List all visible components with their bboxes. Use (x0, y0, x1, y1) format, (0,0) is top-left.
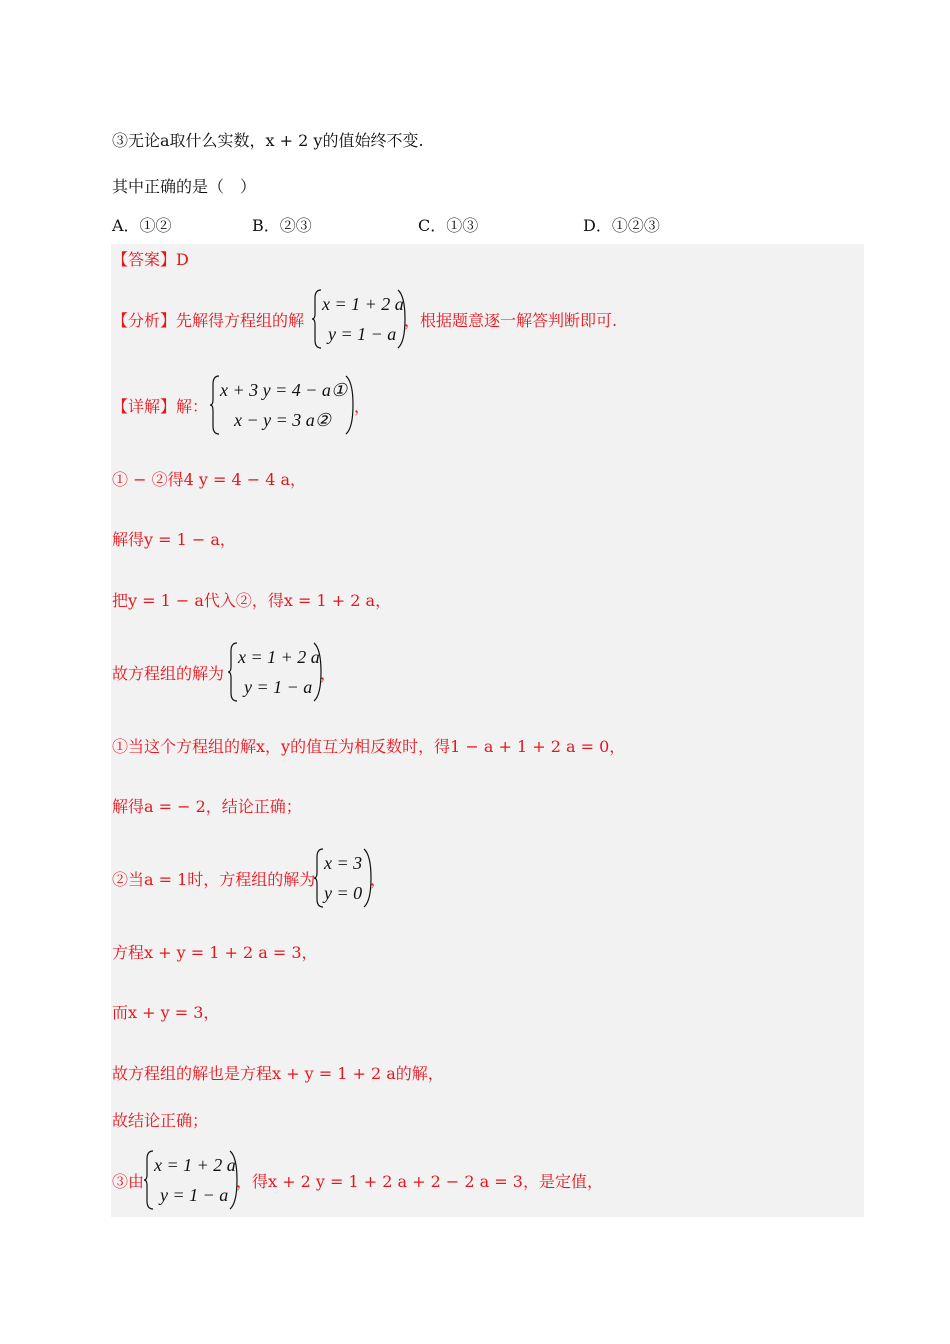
step-4-eq-1: x = 1 + 2 a (238, 647, 320, 667)
step-4-system (228, 641, 324, 703)
detail-eq-1: x + 3 y = 4 − a① (220, 380, 348, 400)
analysis-eq-1: x = 1 + 2 a (322, 294, 404, 314)
step-6: 解得a = − 2，结论正确； (112, 797, 302, 816)
analysis-system (312, 288, 408, 350)
analysis-prefix: 【分析】先解得方程组的解 (112, 311, 305, 330)
analysis-suffix: ，根据题意逐一解答判断即可. (404, 311, 618, 330)
statement-3: ③无论a取什么实数，x + 2 y的值始终不变. (112, 131, 424, 150)
step-3: 把y = 1 − a代入②，得x = 1 + 2 a， (112, 591, 392, 610)
step-7-eq-2: y = 0 (324, 883, 363, 903)
step-12-suffix: ，得x + 2 y = 1 + 2 a + 2 − 2 a = 3，是定值， (236, 1172, 603, 1191)
step-7-suffix: ， (370, 870, 387, 889)
step-12-prefix: ③由 (112, 1172, 145, 1191)
step-12-system (144, 1149, 240, 1211)
step-7-eq-1: x = 3 (324, 853, 363, 873)
detail-system (210, 374, 356, 436)
option-d[interactable]: D．①②③ (583, 216, 660, 235)
step-4-suffix: ， (320, 664, 337, 683)
step-11: 故结论正确； (112, 1111, 209, 1130)
question-prompt: 其中正确的是（ ） (112, 177, 257, 196)
detail-eq-2: x − y = 3 a② (234, 410, 331, 430)
step-4-eq-2: y = 1 − a (244, 677, 313, 697)
step-7-system (314, 847, 374, 909)
option-c[interactable]: C．①③ (418, 216, 479, 235)
step-12-eq-2: y = 1 − a (160, 1185, 229, 1205)
step-1: ① − ②得4 y = 4 − 4 a， (112, 470, 307, 489)
step-2: 解得y = 1 − a， (112, 530, 236, 549)
option-b[interactable]: B．②③ (252, 216, 312, 235)
step-7-prefix: ②当a = 1时，方程组的解为 (112, 870, 316, 889)
step-10: 故方程组的解也是方程x + y = 1 + 2 a的解， (112, 1064, 444, 1083)
step-5: ①当这个方程组的解x，y的值互为相反数时，得1 − a + 1 + 2 a = 0， (112, 737, 626, 756)
step-9: 而x + y = 3， (112, 1003, 220, 1022)
analysis-eq-2: y = 1 − a (328, 324, 397, 344)
step-12-eq-1: x = 1 + 2 a (154, 1155, 236, 1175)
answer-line: 【答案】D (112, 250, 189, 269)
option-a[interactable]: A．①② (112, 216, 172, 235)
step-4-prefix: 故方程组的解为 (112, 664, 225, 683)
detail-prefix: 【详解】解： (112, 397, 209, 416)
detail-suffix: ， (354, 397, 371, 416)
step-8: 方程x + y = 1 + 2 a = 3， (112, 943, 318, 962)
